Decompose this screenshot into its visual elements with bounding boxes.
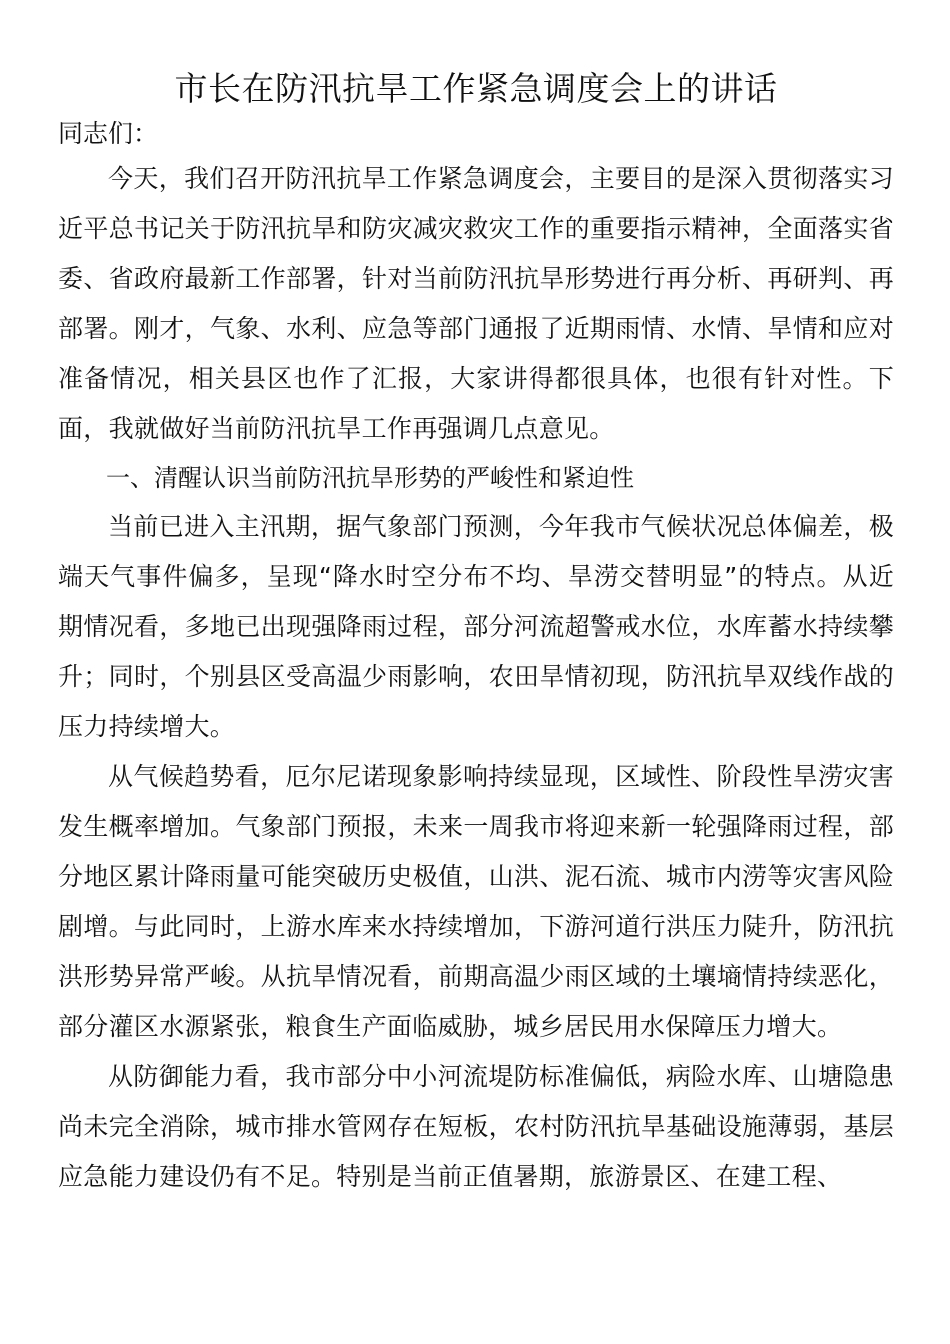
intro-paragraph: 今天，我们召开防汛抗旱工作紧急调度会，主要目的是深入贯彻落实习近平总书记关于防汛抗旱和防灾减灾救灾工作的重要指示精神，全面落实省委、省政府最新工作部署，针对当前防汛抗旱形势进行再分析、再研判、再部署。刚才，气象、水利、应急等部门通报了近期雨情、水情、旱情和应对准备情况，相关县区也作了汇报，大家讲得都很具体，也很有针对性。下面，我就做好当前防汛抗旱工作再强调几点意见。 — [58, 164, 894, 443]
salutation: 同志们： — [58, 119, 159, 148]
section1-paragraph-3: 从防御能力看，我市部分中小河流堤防标准偏低，病险水库、山塘隐患尚未完全消除，城市排水管网存在短板，农村防汛抗旱基础设施薄弱，基层应急能力建设仍有不足。特别是当前正值暑期，旅游景区、在建工程、 — [58, 1062, 894, 1191]
section1-paragraph-2: 从气候趋势看，厄尔尼诺现象影响持续显现，区域性、阶段性旱涝灾害发生概率增加。气象部门预报，未来一周我市将迎来新一轮强降雨过程，部分地区累计降雨量可能突破历史极值，山洪、泥石流、城市内涝等灾害风险剧增。与此同时，上游水库来水持续增加，下游河道行洪压力陡升，防汛抗洪形势异常严峻。从抗旱情况看，前期高温少雨区域的土壤墒情持续恶化，部分灌区水源紧张，粮食生产面临威胁，城乡居民用水保障压力增大。 — [58, 762, 894, 1041]
section1-paragraph-1: 当前已进入主汛期，据气象部门预测，今年我市气候状况总体偏差，极端天气事件偏多，呈现“降水时空分布不均、旱涝交替明显”的特点。从近期情况看，多地已出现强降雨过程，部分河流超警戒水位，水库蓄水持续攀升；同时，个别县区受高温少雨影响，农田旱情初现，防汛抗旱双线作战的压力持续增大。 — [58, 512, 894, 741]
document-title: 市长在防汛抗旱工作紧急调度会上的讲话 — [174, 69, 778, 108]
section-heading-1: 一、清醒认识当前防汛抗旱形势的严峻性和紧迫性 — [106, 464, 634, 492]
